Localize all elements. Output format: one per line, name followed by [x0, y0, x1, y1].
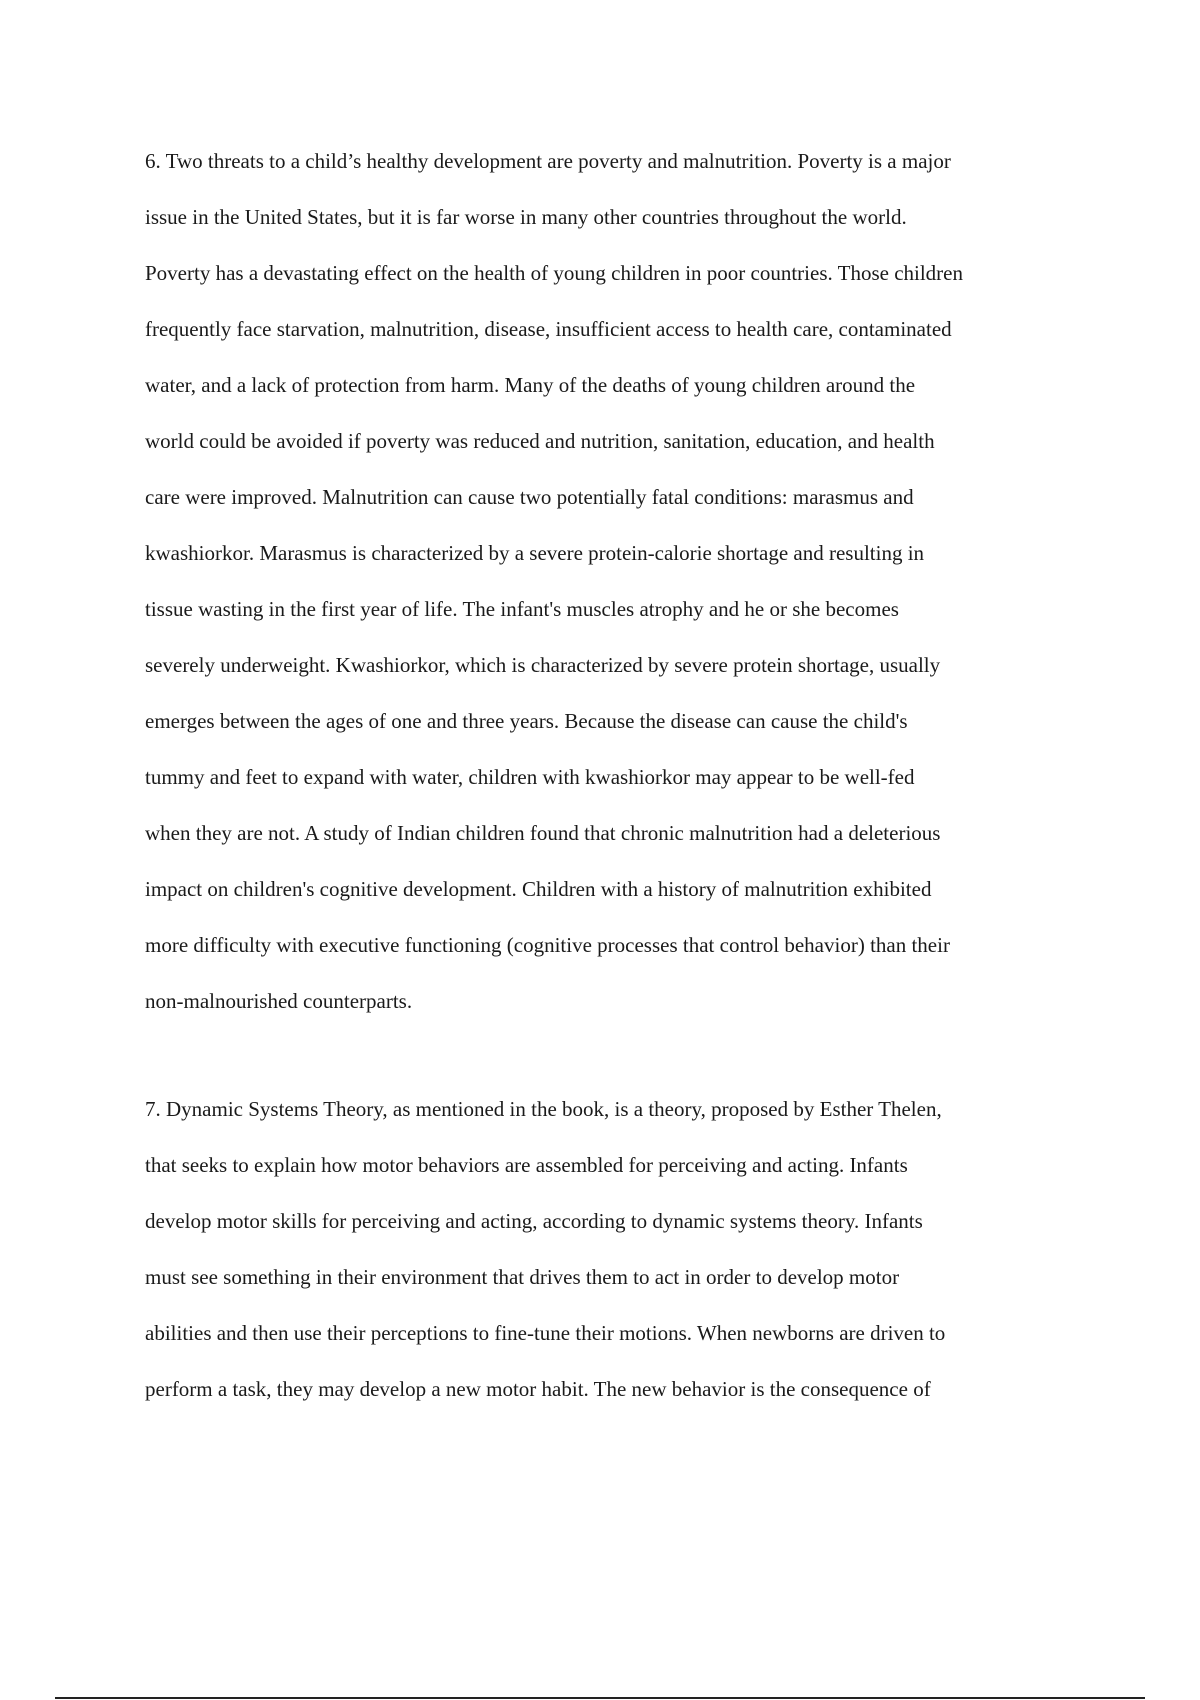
- paragraph-line: perform a task, they may develop a new motor habit. The new behavior is the consequence of: [145, 1377, 931, 1401]
- paragraph-line: Poverty has a devastating effect on the health of young children in poor countries. Those children: [145, 261, 963, 285]
- paragraph-line: water, and a lack of protection from harm. Many of the deaths of young children around the: [145, 373, 916, 397]
- paragraph-line: impact on children's cognitive development. Children with a history of malnutrition exhibited: [145, 877, 932, 901]
- paragraph-7: [145, 1081, 1105, 1417]
- paragraph-line: 7. Dynamic Systems Theory, as mentioned in the book, is a theory, proposed by Esther Thelen,: [145, 1097, 942, 1121]
- paragraph-line: frequently face starvation, malnutrition, disease, insufficient access to health care, contaminated: [145, 317, 952, 341]
- paragraph-line: tummy and feet to expand with water, children with kwashiorkor may appear to be well-fed: [145, 765, 915, 789]
- paragraph-line: abilities and then use their perceptions to fine-tune their motions. When newborns are driven to: [145, 1321, 946, 1345]
- paragraph-line: severely underweight. Kwashiorkor, which is characterized by severe protein shortage, usually: [145, 653, 941, 677]
- paragraph-line: emerges between the ages of one and three years. Because the disease can cause the child's: [145, 709, 908, 733]
- paragraph-line: must see something in their environment that drives them to act in order to develop motor: [145, 1265, 900, 1289]
- paragraph-line: when they are not. A study of Indian children found that chronic malnutrition had a deleterious: [145, 821, 941, 845]
- paragraph-line: kwashiorkor. Marasmus is characterized by a severe protein-calorie shortage and resulting in: [145, 541, 925, 565]
- paragraph-line: develop motor skills for perceiving and acting, according to dynamic systems theory. Infants: [145, 1209, 923, 1233]
- paragraph-line: tissue wasting in the first year of life. The infant's muscles atrophy and he or she becomes: [145, 597, 899, 621]
- paragraph-line: issue in the United States, but it is far worse in many other countries throughout the world.: [145, 205, 907, 229]
- page-bottom-divider: [55, 1697, 1145, 1699]
- paragraph-line: non-malnourished counterparts.: [145, 989, 413, 1013]
- paragraph-line: care were improved. Malnutrition can cause two potentially fatal conditions: marasmus and: [145, 485, 914, 509]
- paragraph-line: that seeks to explain how motor behaviors are assembled for perceiving and acting. Infants: [145, 1153, 908, 1177]
- paragraph-line: more difficulty with executive functioning (cognitive processes that control behavior) than their: [145, 933, 950, 957]
- paragraph-line: world could be avoided if poverty was reduced and nutrition, sanitation, education, and health: [145, 429, 935, 453]
- paragraph-6: [145, 133, 1105, 1029]
- paragraph-line: 6. Two threats to a child’s healthy development are poverty and malnutrition. Poverty is a major: [145, 149, 951, 173]
